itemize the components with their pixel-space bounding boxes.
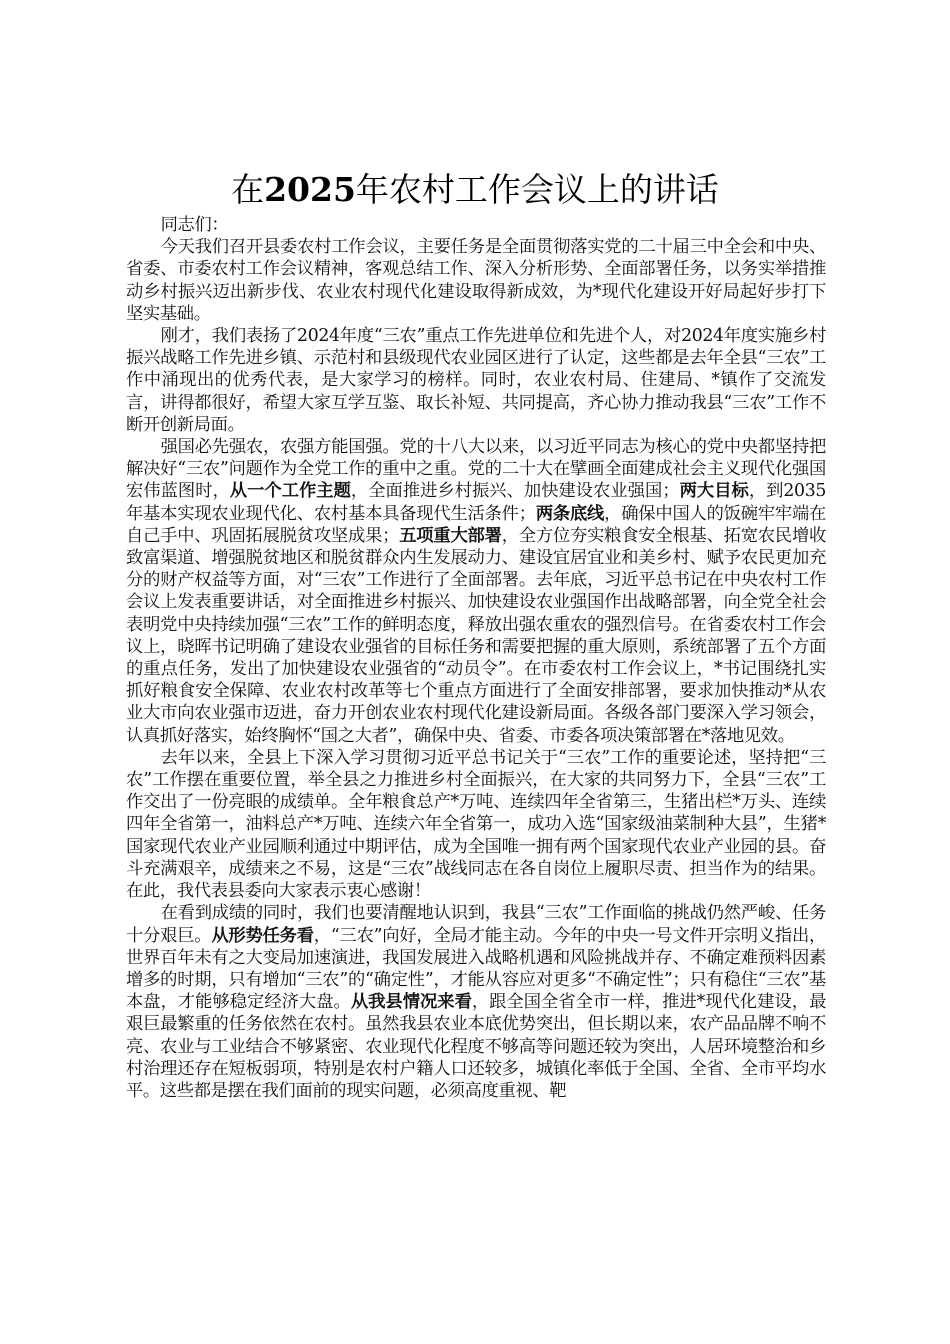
bold-phrase: 两大目标: [679, 481, 749, 502]
paragraph-text: ，全方位夯实粮食安全根基、拓宽农民增收致富渠道、增强脱贫地区和脱贫群众内生发展动力、建设宜居宜业和美乡村、赋予农民更加充分的财产权益等方面，对“三农”工作进行了全面部署。去年底，习近平总书记在中央农村工作会议上发表重要讲话，对全面推进乡村振兴、加快建设农业强国作出战略部署，向全党全社会表明党中央持续加强“三农”工作的鲜明态度，释放出强农重农的强烈信号。在省委农村工作会议上，晓晖书记明确了建设农业强省的目标任务和需要把握的重大原则，系统部署了五个方面的重点任务，发出了加快建设农业强省的“动员令”。在市委农村工作会议上，*书记围绕扎实抓好粮食安全保障、农业农村改革等七个重点方面进行了全面安排部署，要求加快推动*从农业大市向农业强市迈进，奋力开创农业农村现代化建设新局面。各级各部门要深入学习领会，认真抓好落实，始终胸怀“国之大者”，确保中央、省委、市委各项决策部署在*落地见效。: [126, 525, 826, 746]
title-suffix: 年农村工作会议上的讲话: [355, 170, 719, 209]
body-paragraph: [126, 902, 826, 1102]
title-year: 2025: [264, 170, 356, 209]
paragraph-text: ，“三农”向好，全局才能主动。今年的中央一号文件开宗明义指出，世界百年未有之大变局加速演进，我国发展进入战略机遇和风险挑战并存、不确定难预料因素增多的时期，只有增加“三农”的“确定性”，才能从容应对更多“不确定性”；只有稳住“三农”基本盘，才能够稳定经济大盘。: [126, 925, 826, 1013]
paragraph-text: 去年以来，全县上下深入学习贯彻习近平总书记关于“三农”工作的重要论述，坚持把“三农”工作摆在重要位置，举全县之力推进乡村全面振兴，在大家的共同努力下，全县“三农”工作交出了一份亮眼的成绩单。全年粮食总产*万吨、连续四年全省第三，生猪出栏*万头、连续四年全省第一，油料总产*万吨、连续六年全省第一，成功入选“国家级油菜制种大县”，生猪*国家现代农业产业园顺利通过中期评估，成为全国唯一拥有两个国家现代农业产业园的县。奋斗充满艰辛，成绩来之不易，这是“三农”战线同志在各自岗位上履职尽责、担当作为的结果。在此，我代表县委向大家表示衷心感谢！: [126, 747, 826, 902]
bold-phrase: 从我县情况来看: [350, 992, 472, 1013]
salutation: 同志们：: [160, 215, 229, 235]
paragraph-text: 刚才，我们表扬了2024年度“三农”重点工作先进单位和先进个人，对2024年度实施乡村振兴战略工作先进乡镇、示范村和县级现代农业园区进行了认定，这些都是去年全县“三农”工作中涌现出的优秀代表，是大家学习的榜样。同时，农业农村局、住建局、*镇作了交流发言，讲得都很好，希望大家互学互鉴、取长补短、共同提高，齐心协力推动我县“三农”工作不断开创新局面。: [126, 326, 826, 435]
body-paragraph: [126, 436, 826, 747]
bold-phrase: 两条底线: [535, 503, 605, 524]
bold-phrase: 五项重大部署: [399, 525, 502, 546]
body-paragraph: [126, 236, 826, 325]
paragraph-text: 今天我们召开县委农村工作会议，主要任务是全面贯彻落实党的二十届三中全会和中央、省委、市委农村工作会议精神，客观总结工作、深入分析形势、全面部署任务，以务实举措推动乡村振兴迈出新步伐、农业农村现代化建设取得新成效，为*现代化建设开好局起好步打下坚实基础。: [126, 237, 826, 324]
paragraph-text: ，全面推进乡村振兴、加快建设农业强国；: [350, 481, 680, 502]
document-title: [0, 168, 950, 212]
paragraph-text: ，跟全国全省全市一样，推进*现代化建设，最艰巨最繁重的任务依然在农村。虽然我县农业本底优势突出，但长期以来，农产品品牌不响不亮、农业与工业结合不够紧密、农业现代化程度不够高等问题还较为突出，人居环境整治和乡村治理还存在短板弱项，特别是农村户籍人口还较多，城镇化率低于全国、全省、全市平均水平。这些都是摆在我们面前的现实问题，必须高度重视、靶: [126, 992, 826, 1101]
paragraph-text: 强国必先强农，农强方能国强。党的十八大以来，以习近平同志为核心的党中央都坚持把解决好“三农”问题作为全党工作的重中之重。党的二十大在擘画全面建成社会主义现代化强国宏伟蓝图时，: [126, 437, 826, 502]
bold-phrase: 从形势任务看: [211, 925, 314, 946]
body-paragraph: [126, 325, 826, 436]
paragraph-text: ，确保中国人的饭碗牢牢端在自己手中、巩固拓展脱贫攻坚成果；: [126, 503, 826, 546]
body-paragraph: [126, 747, 826, 902]
document-body: [126, 214, 826, 1102]
paragraph-text: ，到2035年基本实现农业现代化、农村基本具备现代生活条件；: [126, 481, 826, 524]
paragraph-text: 在看到成绩的同时，我们也要清醒地认识到，我县“三农”工作面临的挑战仍然严峻、任务十分艰巨。: [126, 903, 826, 946]
paragraph-container: [126, 236, 826, 1102]
title-prefix: 在: [231, 170, 265, 209]
bold-phrase: 从一个工作主题: [229, 481, 351, 502]
